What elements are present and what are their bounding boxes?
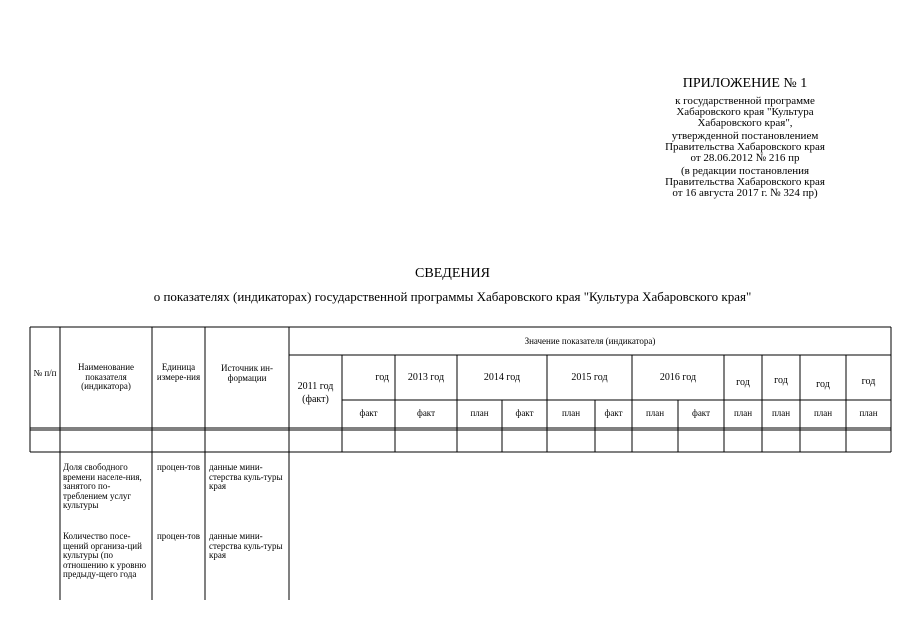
- subheader: план: [771, 408, 791, 418]
- appendix-line: Правительства Хабаровского края: [665, 176, 825, 188]
- subheader: факт: [359, 408, 378, 418]
- header-year: год: [861, 376, 876, 387]
- row-1-name: Доля свободного времени населе-ния, занятого по-треблением услуг культуры: [63, 462, 142, 510]
- subheader: план: [733, 408, 753, 418]
- subheader: план: [813, 408, 833, 418]
- appendix-line: от 28.06.2012 № 216 пр: [690, 152, 800, 164]
- document-title: СВЕДЕНИЯ: [415, 266, 490, 281]
- header-year: год: [816, 379, 830, 390]
- appendix-block: [600, 76, 890, 199]
- header-year: 2016 год: [659, 372, 697, 383]
- row-1-source: данные мини-стерства куль-туры края: [209, 462, 283, 491]
- row-2-source: данные мини-стерства куль-туры края: [209, 531, 283, 560]
- header-year: 2015 год: [571, 372, 608, 383]
- appendix-line: Правительства Хабаровского края: [665, 141, 825, 153]
- subheader: факт: [604, 408, 623, 418]
- header-year-2011: 2011 год (факт): [297, 381, 334, 405]
- subheader: факт: [416, 408, 435, 418]
- subheader: план: [645, 408, 665, 418]
- appendix-line: Хабаровского края "Культура: [676, 106, 814, 118]
- header-unit: Единица измере-ния: [156, 362, 201, 382]
- appendix-line: утвержденной постановлением: [671, 130, 819, 142]
- subheader: факт: [691, 408, 710, 418]
- header-num: № п/п: [33, 368, 57, 378]
- header-value-group: Значение показателя (индикатора): [524, 336, 656, 346]
- header-year: 2013 год: [407, 372, 445, 383]
- subheader: факт: [515, 408, 534, 418]
- header-year: год: [375, 372, 389, 383]
- header-source: Источник ин-формации: [221, 363, 273, 383]
- header-name: Наименование показателя (индикатора): [77, 362, 135, 391]
- subheader: план: [561, 408, 581, 418]
- subheader: план: [859, 408, 878, 418]
- row-2-unit: процен-тов: [156, 531, 200, 541]
- document-subtitle: о показателях (индикаторах) государственной программы Хабаровского края "Культура Хабаровского края": [153, 289, 752, 304]
- appendix-line: (в редакции постановления: [680, 165, 810, 177]
- header-year: год: [774, 375, 788, 386]
- header-year: 2014 год: [483, 372, 521, 383]
- row-1-unit: процен-тов: [156, 462, 200, 472]
- appendix-line: к государственной программе: [675, 95, 815, 107]
- appendix-line: Хабаровского края",: [697, 117, 793, 129]
- appendix-line: от 16 августа 2017 г. № 324 пр): [672, 187, 818, 199]
- header-year: год: [736, 377, 750, 388]
- appendix-title: ПРИЛОЖЕНИЕ № 1: [682, 76, 808, 91]
- subheader: план: [470, 408, 489, 418]
- row-2-name: Количество посе-щений организа-ций культуры (по отношению к уровню предыду-щего года: [63, 531, 147, 579]
